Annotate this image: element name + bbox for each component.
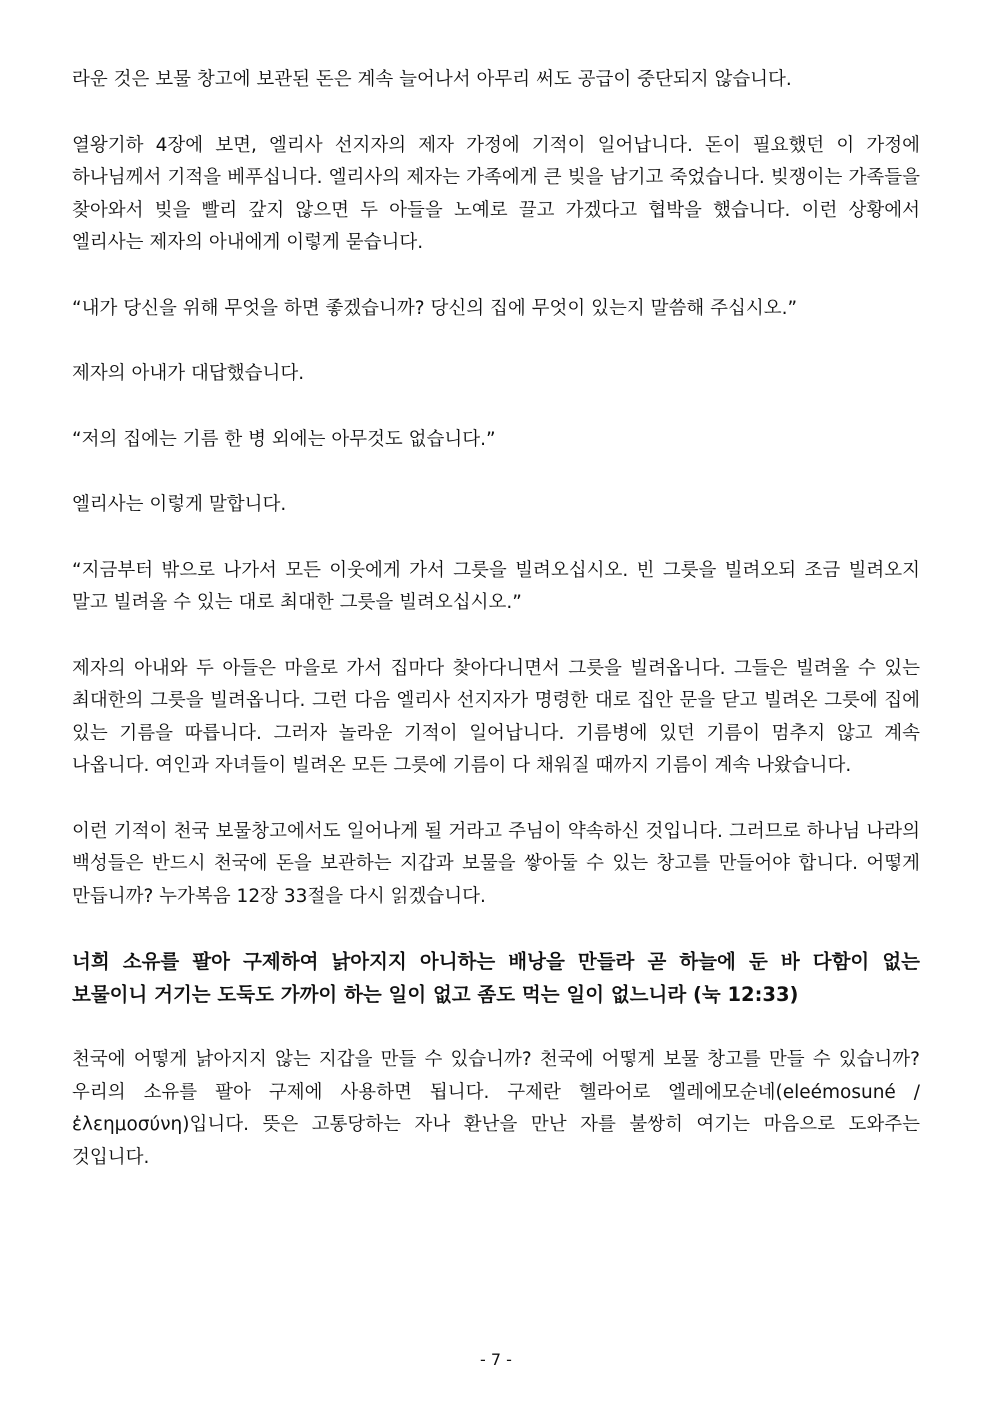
paragraph-heavenly-treasury: 이런 기적이 천국 보물창고에서도 일어나게 될 거라고 주님이 약속하신 것입니다. 그러므로 하나님 나라의 백성들은 반드시 천국에 돈을 보관하는 지갑과 보물을 쌓아둘 수 있는 창고를 만들어야 합니다. 어떻게 만듭니까? 누가복음 12장 33절을 다시 읽겠습니다. [72,820,920,907]
paragraph-oil-miracle: 제자의 아내와 두 아들은 마을로 가서 집마다 찾아다니면서 그릇을 빌려옵니다. 그들은 빌려올 수 있는 최대한의 그릇을 빌려옵니다. 그런 다음 엘리사 선지자가 명령한 대로 집안 문을 닫고 빌려온 그릇에 집에 있는 기름을 따릅니다. 그러자 놀라운 기적이 일어납니다. 기름병에 있던 기름이 멈추지 않고 계속 나옵니다. 여인과 자녀들이 빌려온 모든 그릇에 기름이 다 채워질 때까지 기름이 계속 나왔습니다. [72,657,920,776]
paragraph-continuation: 라운 것은 보물 창고에 보관된 돈은 계속 늘어나서 아무리 써도 공급이 중단되지 않습니다. [72,69,792,90]
scripture-quote: 너희 소유를 팔아 구제하여 낡아지지 아니하는 배낭을 만들라 곧 하늘에 둔 바 다함이 없는 보물이니 거기는 도둑도 가까이 하는 일이 없고 좀도 먹는 일이 없느니라 (눅 12:33) [72,950,920,1006]
paragraph-elisha-says: 엘리사는 이렇게 말합니다. [72,494,287,515]
paragraph-wife-answered: 제자의 아내가 대답했습니다. [72,363,305,384]
paragraph-elisha-question: “내가 당신을 위해 무엇을 하면 좋겠습니까? 당신의 집에 무엇이 있는지 말씀해 주십시오.” [72,297,798,319]
paragraph-elisha-instruction: “지금부터 밖으로 나가서 모든 이웃에게 가서 그릇을 빌려오십시오. 빈 그릇을 빌려오되 조금 빌려오지 말고 빌려올 수 있는 대로 최대한 그릇을 빌려오십시오.” [72,559,920,613]
paragraph-almsgiving: 천국에 어떻게 낡아지지 않는 지갑을 만들 수 있습니까? 천국에 어떻게 보물 창고를 만들 수 있습니까? 우리의 소유를 팔아 구제에 사용하면 됩니다. 구제란 헬라어로 엘레에모순네(eleémosuné / ἐλεημοσύνη)입니다. 뜻은 고통당하는 자나 환난을 만난 자를 불쌍히 여기는 마음으로 도와주는 것입니다. [72,1049,920,1168]
document-page [72,64,920,1207]
paragraph-wife-reply: “저의 집에는 기름 한 병 외에는 아무것도 없습니다.” [72,428,496,450]
page-number: - 7 - [480,1350,512,1369]
paragraph-elisha-miracle: 열왕기하 4장에 보면, 엘리사 선지자의 제자 가정에 기적이 일어납니다. 돈이 필요했던 이 가정에 하나님께서 기적을 베푸십니다. 엘리사의 제자는 가족에게 큰 빚을 남기고 죽었습니다. 빚쟁이는 가족들을 찾아와서 빚을 빨리 갚지 않으면 두 아들을 노예로 끌고 가겠다고 협박을 했습니다. 이런 상황에서 엘리사는 제자의 아내에게 이렇게 묻습니다. [72,134,920,253]
